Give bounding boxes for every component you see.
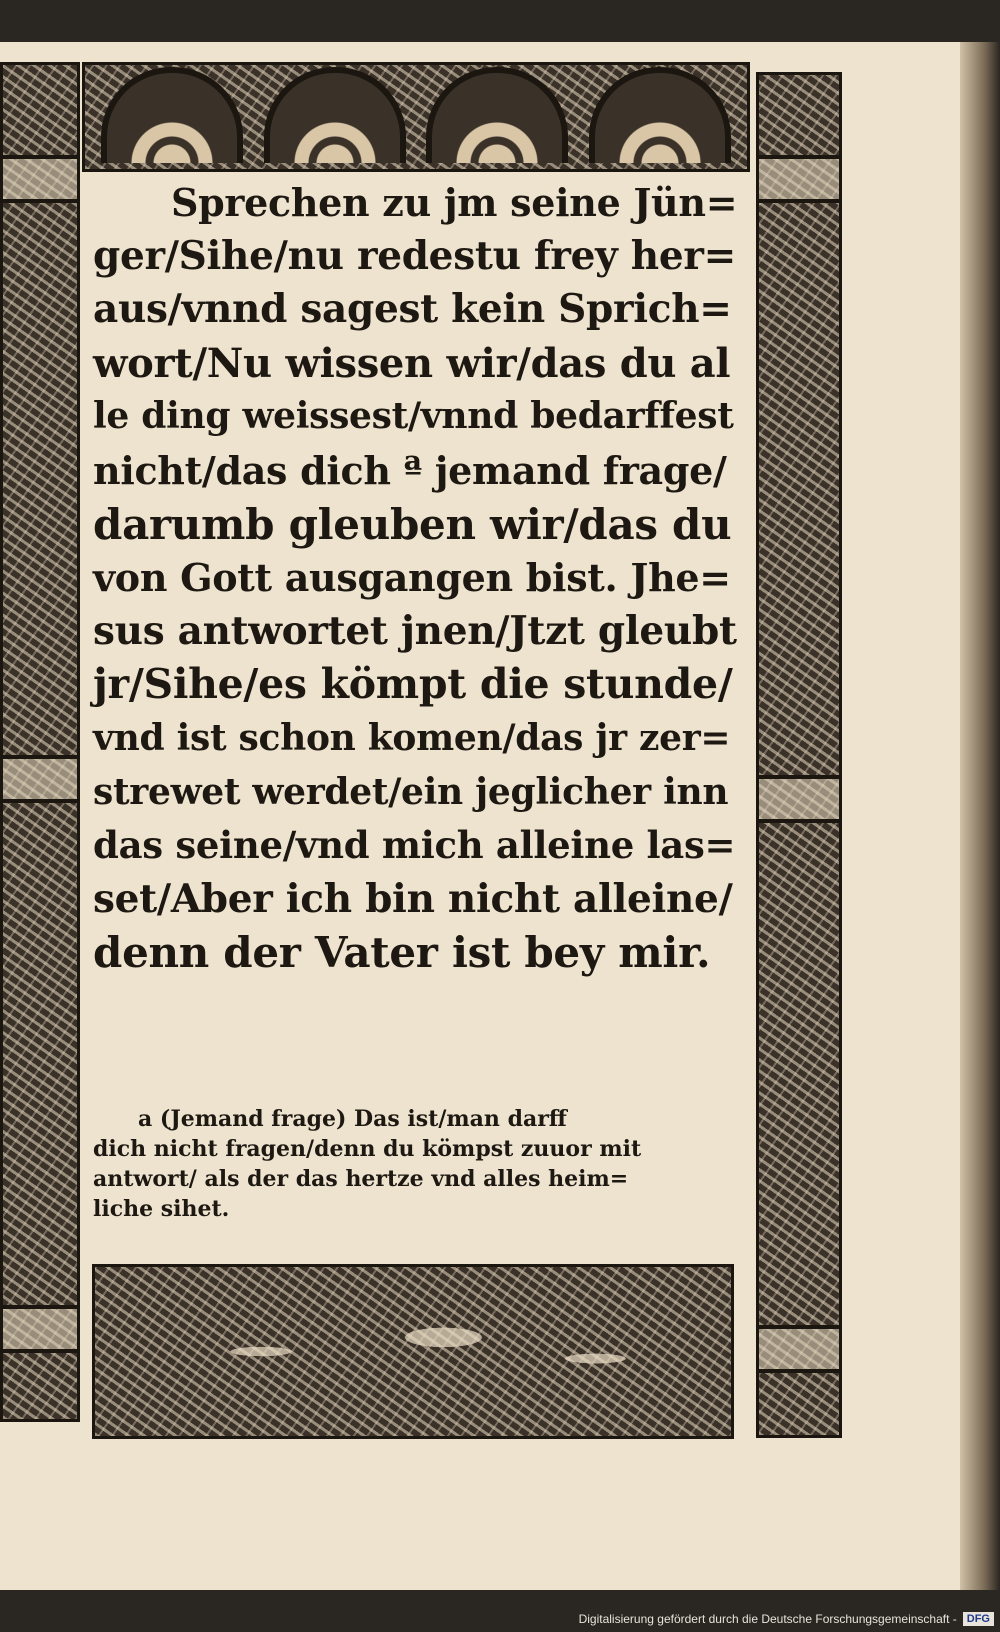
arch-ornament bbox=[264, 67, 406, 163]
note-line: dich nicht fragen/denn du kömpst zuuor mit bbox=[93, 1136, 642, 1162]
text-line: aus/vnnd sagest kein Sprich= bbox=[93, 286, 732, 333]
top-woodcut-border bbox=[82, 62, 750, 172]
text-line: set/Aber ich bin nicht alleine/ bbox=[93, 875, 733, 922]
page-edge bbox=[960, 42, 1000, 1590]
credit-text: Digitalisierung gefördert durch die Deutsche Forschungsgemeinschaft - bbox=[578, 1612, 957, 1626]
text-line: nicht/das dich ª jemand frage/ bbox=[93, 447, 727, 493]
arch-ornament bbox=[101, 67, 243, 163]
digitization-credit bbox=[579, 1612, 994, 1626]
text-line: wort/Nu wissen wir/das du al bbox=[93, 339, 731, 387]
text-line: denn der Vater ist bey mir. bbox=[93, 928, 711, 978]
dfg-logo-icon: DFG bbox=[963, 1612, 994, 1626]
text-line: sus antwortet jnen/Jtzt gleubt bbox=[93, 607, 737, 654]
note-line: a (Jemand frage) Das ist/man darff bbox=[138, 1106, 567, 1132]
right-pillar-border bbox=[756, 72, 842, 1438]
arch-ornament bbox=[589, 67, 731, 163]
text-line: le ding weissest/vnnd bedarffest bbox=[93, 395, 734, 438]
text-line: vnd ist schon komen/das jr zer= bbox=[93, 716, 731, 759]
text-line: jr/Sihe/es kömpt die stunde/ bbox=[93, 660, 733, 709]
marginal-note bbox=[93, 1104, 743, 1224]
note-line: liche sihet. bbox=[93, 1196, 230, 1222]
arch-ornament bbox=[426, 67, 568, 163]
text-line: darumb gleuben wir/das du bbox=[93, 499, 732, 549]
text-line: das seine/vnd mich alleine las= bbox=[93, 823, 736, 868]
text-line: ger/Sihe/nu redestu frey her= bbox=[93, 232, 736, 279]
note-line: antwort/ als der das hertze vnd alles heim= bbox=[93, 1166, 629, 1192]
left-pillar-border bbox=[0, 62, 80, 1422]
text-line: strewet werdet/ein jeglicher inn bbox=[93, 770, 729, 813]
bottom-woodcut-border bbox=[92, 1264, 734, 1439]
text-line: Sprechen zu jm seine Jün= bbox=[171, 180, 738, 225]
main-text bbox=[93, 176, 743, 980]
text-line: von Gott ausgangen bist. Jhe= bbox=[93, 555, 731, 601]
